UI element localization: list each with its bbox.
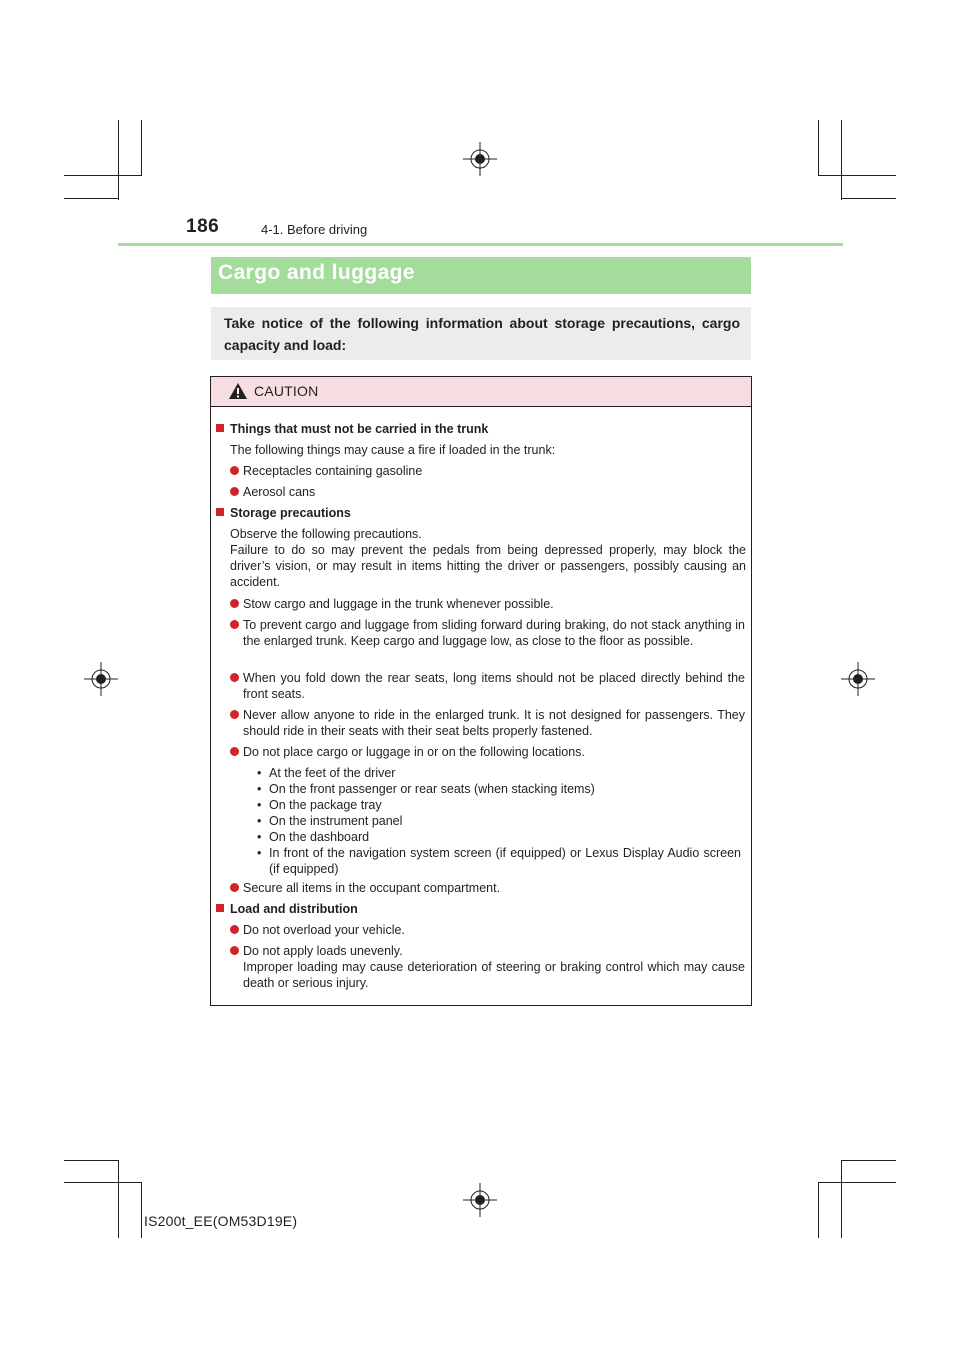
section-heading-storage: Storage precautions — [216, 505, 351, 521]
crop-mark — [818, 175, 896, 176]
header-rule — [118, 243, 843, 246]
crop-mark — [118, 120, 119, 200]
square-bullet-icon — [216, 904, 224, 912]
crop-mark — [64, 1160, 119, 1161]
crop-mark — [141, 1182, 142, 1238]
caution-header — [211, 377, 751, 407]
crop-mark — [141, 120, 142, 176]
crop-mark — [118, 1160, 119, 1238]
section-heading-trunk: Things that must not be carried in the trunk — [216, 421, 488, 437]
crop-mark — [841, 198, 896, 199]
bullet-icon — [230, 466, 239, 475]
bullet-icon — [230, 599, 239, 608]
page-number: 186 — [186, 216, 220, 237]
bullet-icon — [230, 883, 239, 892]
crop-mark — [841, 120, 842, 200]
bullet-icon — [230, 747, 239, 756]
crop-mark — [64, 1182, 142, 1183]
crop-mark — [64, 198, 119, 199]
bullet-icon — [230, 487, 239, 496]
section-heading-load: Load and distribution — [216, 901, 358, 917]
crop-mark — [841, 1160, 896, 1161]
section-heading: 4-1. Before driving — [261, 222, 368, 237]
paragraph: Failure to do so may prevent the pedals from being depressed properly, may block the driver’s vision, or may result in items hitting the driver or passengers, possibly causing an accident. — [230, 543, 746, 589]
registration-mark-icon — [463, 142, 497, 176]
page-title: Cargo and luggage — [218, 261, 415, 284]
crop-mark — [818, 120, 819, 176]
document-code: IS200t_EE(OM53D19E) — [144, 1213, 298, 1229]
crop-mark — [841, 1160, 842, 1238]
crop-mark — [64, 175, 142, 176]
crop-mark — [818, 1182, 896, 1183]
square-bullet-icon — [216, 424, 224, 432]
bullet-icon — [230, 673, 239, 682]
paragraph: Improper loading may cause deterioration of steering or braking control which may cause death or serious injury. — [243, 960, 745, 990]
caution-label: CAUTION — [254, 383, 319, 399]
title-bar — [211, 257, 751, 294]
paragraph: The following things may cause a fire if loaded in the trunk: — [230, 443, 556, 457]
caution-box: CAUTION Things that must not be carried in the trunk The following things may cause a fire if loaded in the trunk: Receptacles containing gasoline Aerosol cans Storage precautions Observe the following precautions. Failure to do so may prevent the pedals from being depressed properly, may block the driver’s vision, or may result in items hitting the driver or passengers, possibly causing an accident. Stow cargo and luggage in the trunk whenever possible. To prevent cargo and luggage from sliding forward during braking, do not stack anything in the enlarged trunk. Keep cargo and luggage low, as close to the floor as possible. When you fold down the rear seats, long items should not be placed directly behind the front seats. Never allow anyone to ride in the enlarged trunk. It is not designed for passengers. They should ride in their seats with their seat belts properly fastened. Do not place cargo or luggage in or on the following locations. • At the feet of the driver • On the front passenger or rear seats (when stacking items) • On the package tray • On the instrument panel • On the dashboard • In front of the navigation system screen (if equipped) or Lexus Display Audio screen (if equipped) Secure all items in the occupant compartment. Load and distribution Do not overload your vehicle. Do not apply loads unevenly. Improper loading may cause deterioration of steering or braking control which may cause death or serious injury. — [210, 376, 752, 1006]
bullet-icon — [230, 946, 239, 955]
registration-mark-icon — [463, 1183, 497, 1217]
crop-mark — [818, 1182, 819, 1238]
registration-mark-icon — [841, 662, 875, 696]
paragraph: Observe the following precautions. — [230, 527, 422, 541]
warning-icon — [228, 382, 248, 400]
intro-text: Take notice of the following information about storage precautions, cargo capacity and load: — [224, 315, 740, 353]
bullet-icon — [230, 620, 239, 629]
bullet-icon — [230, 710, 239, 719]
intro-box — [211, 307, 751, 360]
registration-mark-icon — [84, 662, 118, 696]
square-bullet-icon — [216, 508, 224, 516]
bullet-icon — [230, 925, 239, 934]
